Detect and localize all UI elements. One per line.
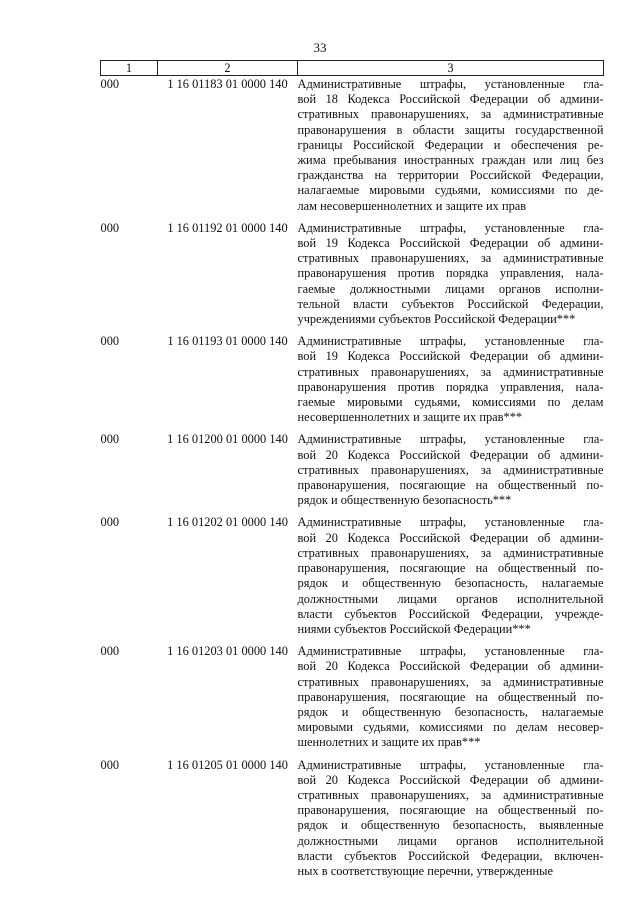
table-row [101,751,604,880]
description-line: мировыми судьями, комиссиями по делам несовер- [297,720,604,735]
description-line: Административные штрафы, установленные гла- [297,515,604,530]
column-header-3: 3 [298,61,604,76]
description-line: тельной власти субъектов Российской Федерации, [297,296,604,311]
description-line: правонарушения, посягающие на общественный по- [297,689,604,704]
description-line: стративных правонарушениях, за административные [297,787,604,802]
description-line: стративных правонарушениях, за административные [297,462,604,477]
revenue-codes-table [100,60,604,879]
description-line: учреждениями субъектов Российской Федерации*** [297,312,576,327]
description-line: несовершеннолетних и защите их прав*** [297,410,523,425]
admin-code-cell: 000 [100,334,120,349]
description-cell [298,76,604,214]
budget-classification-code-cell: 1 16 01202 01 0000 140 [167,515,288,530]
description-line: правонарушения против порядка управления, нала- [297,266,604,281]
description-line: должностными лицами органов исполнительной [297,591,604,606]
description-line: стративных правонарушениях, за административные [297,107,604,122]
budget-classification-code-cell: 1 16 01205 01 0000 140 [167,757,288,772]
description-line: стративных правонарушениях, за административные [297,364,604,379]
description-line: должностными лицами органов исполнительной [297,833,604,848]
table-row [101,76,604,214]
budget-classification-code-cell: 1 16 01193 01 0000 140 [167,334,288,349]
description-cell [298,425,604,508]
description-line: гаемые мировыми судьями, комиссиями по делам [297,395,604,410]
admin-code-cell: 000 [100,757,120,772]
description-line: вой 20 Кодекса Российской Федерации об админи- [297,530,604,545]
table-row [101,508,604,637]
description-line: власти субъектов Российской Федерации, включен- [297,848,604,863]
budget-classification-code-cell: 1 16 01192 01 0000 140 [167,220,288,235]
description-line: вой 19 Кодекса Российской Федерации об админи- [297,236,604,251]
description-line: Административные штрафы, установленные гла- [297,334,604,349]
description-line: вой 20 Кодекса Российской Федерации об админи- [297,447,604,462]
description-line: жима пребывания иностранных граждан или лиц без [297,153,604,168]
admin-code-cell: 000 [100,432,120,447]
description-cell [298,508,604,637]
column-header-2: 2 [158,61,298,76]
description-line: рядок и общественную безопасность, налагаемые [297,576,604,591]
description-line: вой 20 Кодекса Российской Федерации об админи- [297,659,604,674]
description-line: вой 18 Кодекса Российской Федерации об админи- [297,92,604,107]
admin-code-cell: 000 [100,644,120,659]
description-line: границы Российской Федерации и обеспечения ре- [297,137,604,152]
description-line: рядок и общественную безопасность, налагаемые [297,704,604,719]
budget-classification-code-cell: 1 16 01203 01 0000 140 [167,644,288,659]
description-line: рядок и общественную безопасность, выявленные [297,818,604,833]
table-row [101,637,604,750]
description-line: шеннолетних и защите их прав*** [297,735,481,750]
budget-classification-code-cell: 1 16 01200 01 0000 140 [167,432,288,447]
description-line: правонарушения против порядка управления, нала- [297,379,604,394]
description-line: рядок и общественную безопасность*** [297,493,512,508]
description-line: Административные штрафы, установленные гла- [297,757,604,772]
table-row [101,425,604,508]
description-line: Административные штрафы, установленные гла- [297,220,604,235]
admin-code-cell: 000 [100,77,120,91]
description-line: власти субъектов Российской Федерации, учрежде- [297,606,604,621]
description-line: правонарушения, посягающие на общественный по- [297,561,604,576]
description-line: правонарушения в области защиты государственной [297,122,604,137]
admin-code-cell: 000 [100,515,120,530]
description-line: стративных правонарушениях, за административные [297,251,604,266]
column-header-1: 1 [101,61,158,76]
description-line: вой 20 Кодекса Российской Федерации об админи- [297,772,604,787]
description-line: Административные штрафы, установленные гла- [297,77,604,91]
description-line: ных в соответствующие перечни, утвержденные [297,863,553,878]
admin-code-cell: 000 [100,220,120,235]
description-cell [298,327,604,425]
description-line: налагаемые мировыми судьями, комиссиями по де- [297,183,604,198]
description-line: правонарушения, посягающие на общественный по- [297,478,604,493]
page-number: 33 [313,40,327,55]
description-line: стративных правонарушениях, за административные [297,545,604,560]
description-cell [298,637,604,750]
description-cell [298,214,604,327]
description-line: стративных правонарушениях, за административные [297,674,604,689]
budget-classification-code-cell: 1 16 01183 01 0000 140 [167,77,288,91]
table-row [101,214,604,327]
description-line: гаемые должностными лицами органов исполни- [297,281,604,296]
description-line: Административные штрафы, установленные гла- [297,644,604,659]
description-line: правонарушения, посягающие на общественный по- [297,803,604,818]
description-cell [298,751,604,880]
table-body [101,76,604,880]
description-line: ниями субъектов Российской Федерации*** [297,621,531,636]
description-line: Административные штрафы, установленные гла- [297,432,604,447]
table-row [101,327,604,425]
description-line: гражданства на территории Российской Федерации, [297,168,604,183]
description-line: лам несовершеннолетних и защите их прав [297,198,527,213]
description-line: вой 19 Кодекса Российской Федерации об админи- [297,349,604,364]
table-header [101,61,604,76]
